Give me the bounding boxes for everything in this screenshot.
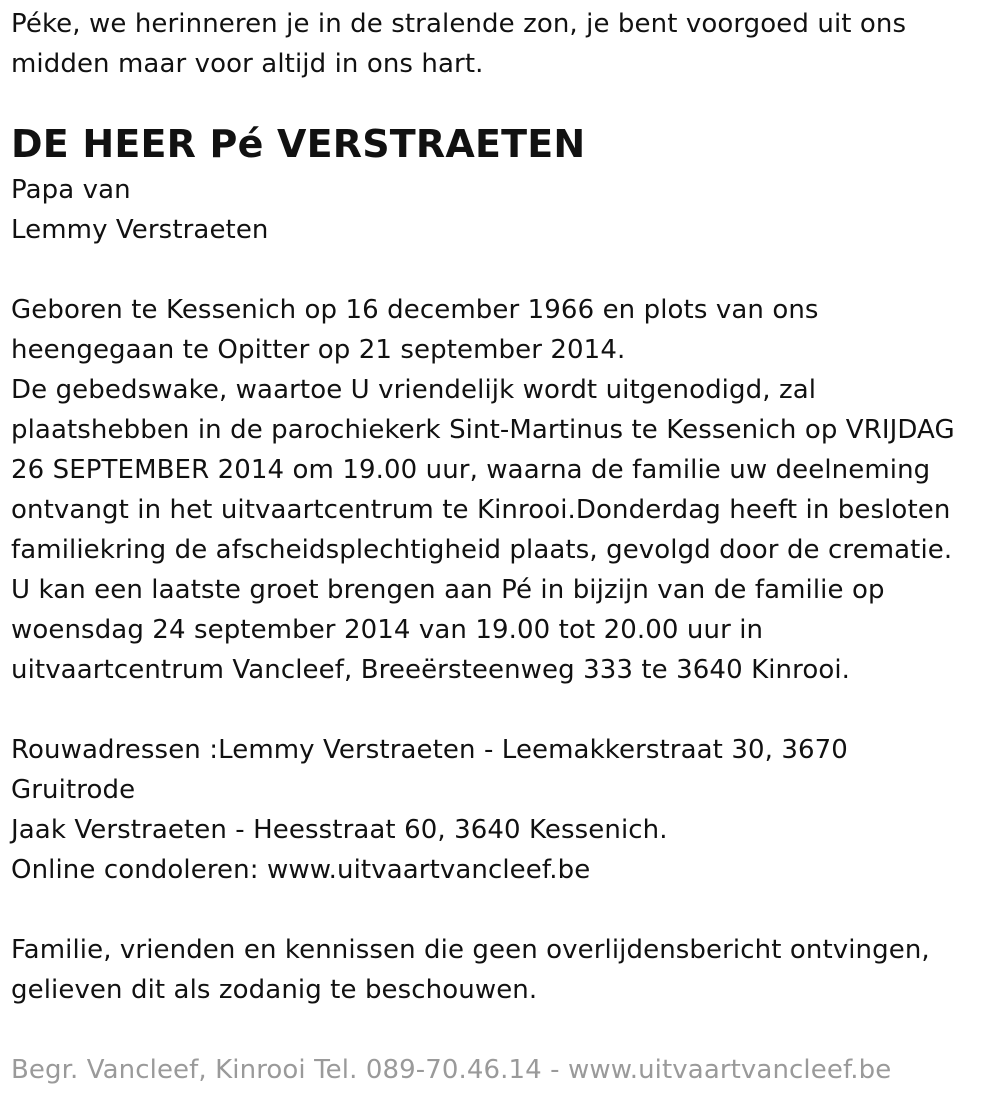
body-line: U kan een laatste groet brengen aan Pé in bijzijn van de familie op: [11, 575, 885, 605]
intro-line: Péke, we herinneren je in de stralende zon, je bent voorgoed uit ons: [11, 9, 907, 39]
body-line: De gebedswake, waartoe U vriendelijk wordt uitgenodigd, zal: [11, 375, 817, 405]
funeral-home-footer: Begr. Vancleef, Kinrooi Tel. 089-70.46.14 - www.uitvaartvancleef.be: [11, 1055, 892, 1085]
relation-line: Lemmy Verstraeten: [11, 215, 269, 245]
body-line: heengegaan te Opitter op 21 september 2014.: [11, 335, 626, 365]
closing-line: gelieven dit als zodanig te beschouwen.: [11, 975, 538, 1005]
body-text: [11, 290, 996, 690]
body-line: plaatshebben in de parochiekerk Sint-Martinus te Kessenich op VRIJDAG: [11, 415, 955, 445]
address-line: Rouwadressen :Lemmy Verstraeten - Leemakkerstraat 30, 3670: [11, 735, 848, 765]
body-line: ontvangt in het uitvaartcentrum te Kinrooi.Donderdag heeft in besloten: [11, 495, 951, 525]
deceased-name-title: DE HEER Pé VERSTRAETEN: [11, 122, 586, 166]
body-line: woensdag 24 september 2014 van 19.00 tot 20.00 uur in: [11, 615, 764, 645]
spacer: [11, 890, 996, 930]
closing-line: Familie, vrienden en kennissen die geen overlijdensbericht ontvingen,: [11, 935, 930, 965]
relation-line: Papa van: [11, 175, 131, 205]
addresses-block: [11, 730, 996, 890]
body-line: familiekring de afscheidsplechtigheid plaats, gevolgd door de crematie.: [11, 535, 953, 565]
body-line: uitvaartcentrum Vancleef, Breeërsteenweg 333 te 3640 Kinrooi.: [11, 655, 851, 685]
spacer: [11, 690, 996, 730]
intro-text: [11, 4, 996, 84]
obituary-notice: [11, 4, 996, 1090]
relation-block: [11, 170, 996, 250]
spacer: [11, 1010, 996, 1050]
intro-line: midden maar voor altijd in ons hart.: [11, 49, 484, 79]
spacer: [11, 250, 996, 290]
closing-block: [11, 930, 996, 1010]
address-line: Gruitrode: [11, 775, 136, 805]
body-line: 26 SEPTEMBER 2014 om 19.00 uur, waarna de familie uw deelneming: [11, 455, 931, 485]
body-line: Geboren te Kessenich op 16 december 1966 en plots van ons: [11, 295, 819, 325]
condolence-link-line: Online condoleren: www.uitvaartvancleef.be: [11, 855, 591, 885]
address-line: Jaak Verstraeten - Heesstraat 60, 3640 Kessenich.: [11, 815, 668, 845]
